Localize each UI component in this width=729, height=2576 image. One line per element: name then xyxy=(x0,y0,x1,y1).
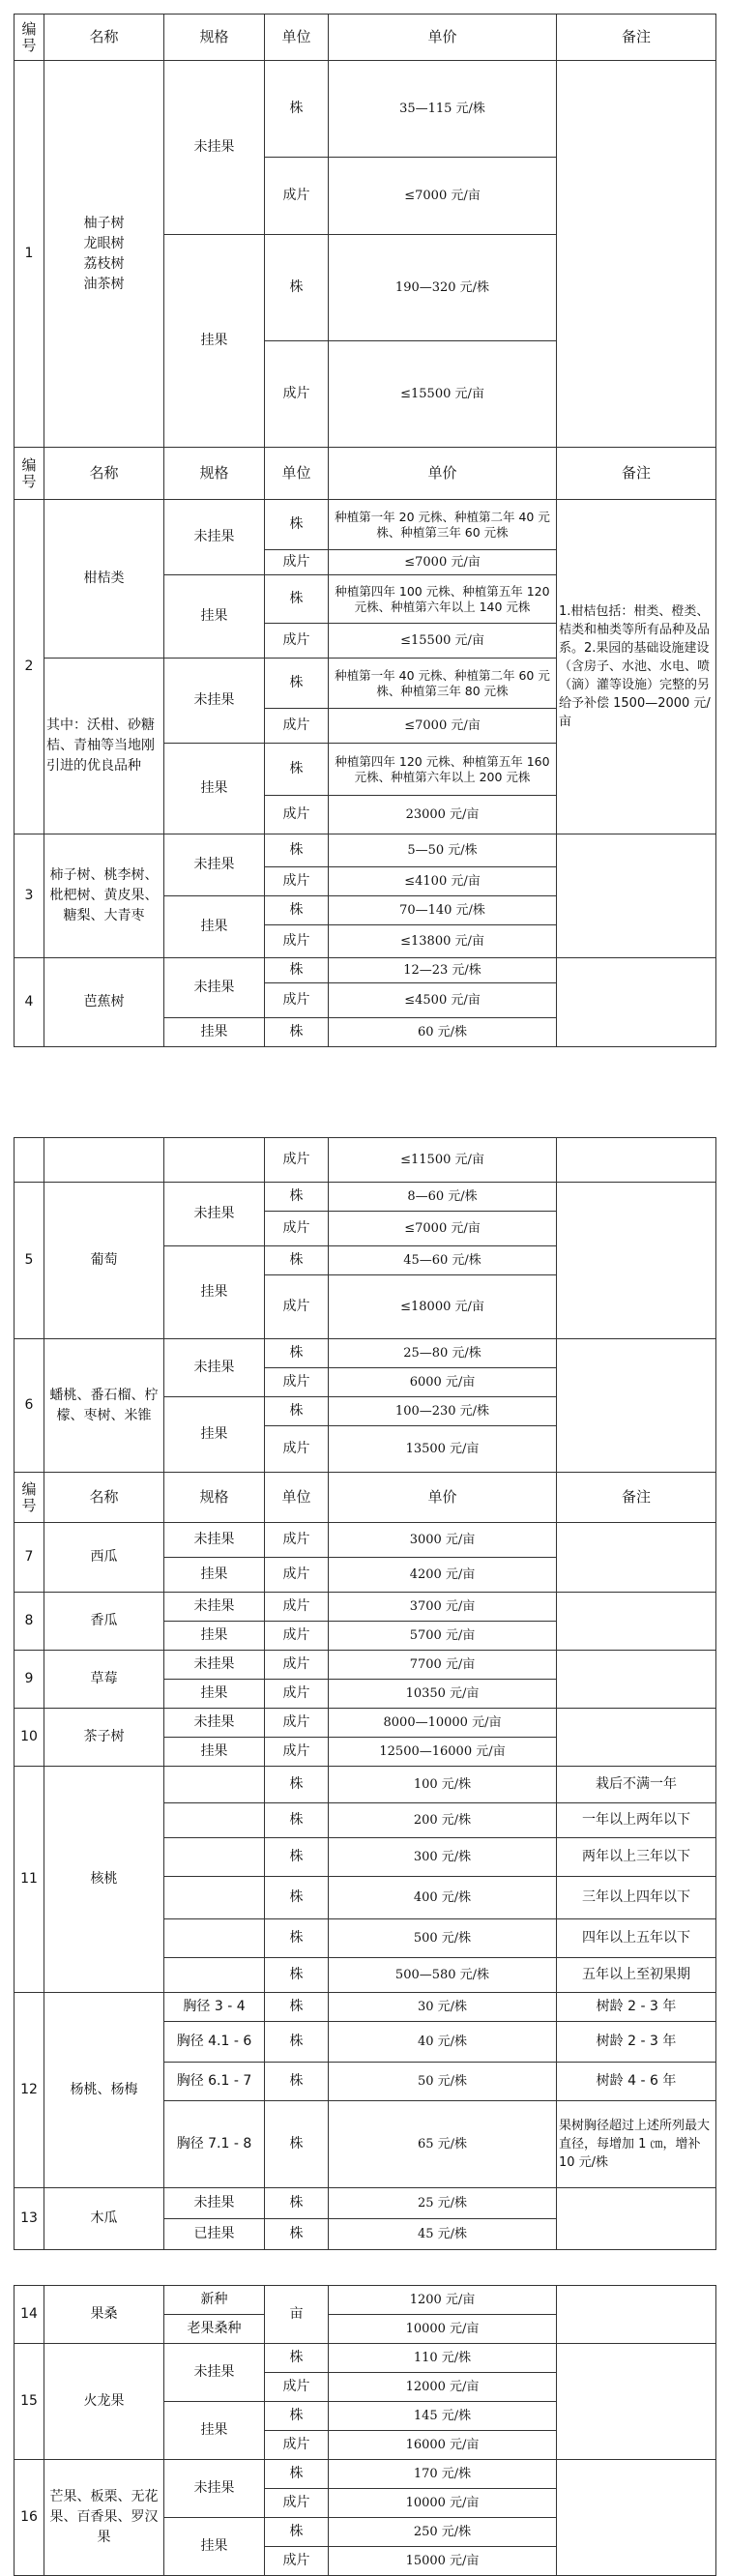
unit-cell: 成片 xyxy=(265,2431,329,2460)
spec-cell: 未挂果 xyxy=(164,1523,265,1558)
item-no: 15 xyxy=(15,2344,44,2460)
unit-cell: 株 xyxy=(265,744,329,796)
unit-cell: 株 xyxy=(265,1958,329,1993)
item-name: 芭蕉树 xyxy=(44,958,164,1047)
note-cell xyxy=(557,61,716,448)
item-name: 柿子树、桃李树、枇杷树、黄皮果、糖梨、大青枣 xyxy=(44,834,164,958)
item-name: 果桑 xyxy=(44,2286,164,2344)
price-cell: ≤7000 元/亩 xyxy=(329,709,557,744)
spec-cell: 未挂果 xyxy=(164,1183,265,1246)
unit-cell: 成片 xyxy=(265,796,329,834)
item-name: 杨桃、杨梅 xyxy=(44,1993,164,2188)
spec-cell xyxy=(164,1138,265,1183)
item-no: 7 xyxy=(15,1523,44,1593)
table-row xyxy=(15,2188,716,2219)
table-row xyxy=(15,958,716,983)
spec-cell: 未挂果 xyxy=(164,834,265,896)
unit-cell: 株 xyxy=(265,2063,329,2101)
unit-cell: 株 xyxy=(265,2402,329,2431)
unit-cell: 株 xyxy=(265,2101,329,2188)
note-cell: 树龄 2 - 3 年 xyxy=(557,1993,716,2022)
price-cell: ≤18000 元/亩 xyxy=(329,1275,557,1339)
price-cell: 65 元/株 xyxy=(329,2101,557,2188)
price-cell: 60 元/株 xyxy=(329,1018,557,1047)
table-row xyxy=(15,500,716,550)
unit-cell: 成片 xyxy=(265,1275,329,1339)
price-cell: 种植第四年 100 元株、种植第五年 120 元株、种植第六年以上 140 元株 xyxy=(329,575,557,624)
unit-cell: 株 xyxy=(265,1767,329,1803)
header-price: 单价 xyxy=(329,448,557,500)
table-row xyxy=(15,1767,716,1803)
table-row xyxy=(15,2460,716,2489)
unit-cell: 成片 xyxy=(265,1138,329,1183)
table-row xyxy=(15,2344,716,2373)
header-unit: 单位 xyxy=(265,15,329,61)
spec-cell: 胸径 3 - 4 xyxy=(164,1993,265,2022)
unit-cell: 成片 xyxy=(265,550,329,575)
item-name: 草莓 xyxy=(44,1651,164,1709)
price-cell: 500—580 元/株 xyxy=(329,1958,557,1993)
header-price: 单价 xyxy=(329,1473,557,1523)
table-row xyxy=(15,1138,716,1183)
spec-cell xyxy=(164,1919,265,1958)
unit-cell: 株 xyxy=(265,575,329,624)
price-cell: ≤4500 元/亩 xyxy=(329,983,557,1018)
header-note: 备注 xyxy=(557,15,716,61)
item-no: 9 xyxy=(15,1651,44,1709)
price-cell: ≤15500 元/亩 xyxy=(329,624,557,659)
price-cell: 400 元/株 xyxy=(329,1877,557,1919)
spec-cell: 未挂果 xyxy=(164,1593,265,1622)
note-cell: 树龄 4 - 6 年 xyxy=(557,2063,716,2101)
header-name: 名称 xyxy=(44,448,164,500)
item-name: 柑桔类 xyxy=(44,500,164,659)
unit-cell: 株 xyxy=(265,1183,329,1212)
spec-cell: 挂果 xyxy=(164,235,265,448)
header-name: 名称 xyxy=(44,1473,164,1523)
header-no: 编号 xyxy=(15,448,44,500)
price-cell: 3700 元/亩 xyxy=(329,1593,557,1622)
spec-cell: 挂果 xyxy=(164,1397,265,1473)
note-cell xyxy=(557,1339,716,1473)
spec-cell: 挂果 xyxy=(164,896,265,958)
price-cell: 12000 元/亩 xyxy=(329,2373,557,2402)
unit-cell: 成片 xyxy=(265,983,329,1018)
price-cell: ≤7000 元/亩 xyxy=(329,550,557,575)
note-cell: 四年以上五年以下 xyxy=(557,1919,716,1958)
spec-cell: 老果桑种 xyxy=(164,2315,265,2344)
unit-cell: 株 xyxy=(265,659,329,709)
price-cell: 7700 元/亩 xyxy=(329,1651,557,1680)
item-no: 13 xyxy=(15,2188,44,2250)
unit-cell: 株 xyxy=(265,2518,329,2547)
note-cell xyxy=(557,1183,716,1339)
price-cell: 30 元/株 xyxy=(329,1993,557,2022)
price-cell: 100—230 元/株 xyxy=(329,1397,557,1426)
note-cell xyxy=(557,1523,716,1593)
spec-cell: 胸径 7.1 - 8 xyxy=(164,2101,265,2188)
spec-cell: 新种 xyxy=(164,2286,265,2315)
header-row xyxy=(15,15,716,61)
unit-cell: 成片 xyxy=(265,341,329,448)
price-cell: 12—23 元/株 xyxy=(329,958,557,983)
price-cell: ≤7000 元/亩 xyxy=(329,1212,557,1246)
unit-cell: 成片 xyxy=(265,624,329,659)
spec-cell: 挂果 xyxy=(164,1680,265,1709)
spec-cell: 挂果 xyxy=(164,1246,265,1339)
note-cell xyxy=(557,1709,716,1767)
price-cell: 70—140 元/株 xyxy=(329,896,557,925)
unit-cell: 株 xyxy=(265,1397,329,1426)
header-unit: 单位 xyxy=(265,448,329,500)
price-cell: 25—80 元/株 xyxy=(329,1339,557,1368)
unit-cell: 成片 xyxy=(265,1709,329,1738)
item-no: 11 xyxy=(15,1767,44,1993)
note-cell xyxy=(557,2460,716,2576)
price-cell: 110 元/株 xyxy=(329,2344,557,2373)
price-cell: 10000 元/亩 xyxy=(329,2315,557,2344)
unit-cell: 成片 xyxy=(265,1558,329,1593)
table-row xyxy=(15,1709,716,1738)
spec-cell: 挂果 xyxy=(164,1018,265,1047)
item-name: 核桃 xyxy=(44,1767,164,1993)
item-no: 12 xyxy=(15,1993,44,2188)
price-cell: 100 元/株 xyxy=(329,1767,557,1803)
unit-cell: 株 xyxy=(265,2188,329,2219)
unit-cell: 成片 xyxy=(265,1651,329,1680)
unit-cell: 株 xyxy=(265,834,329,867)
spec-cell: 挂果 xyxy=(164,1622,265,1651)
price-cell: 25 元/株 xyxy=(329,2188,557,2219)
price-cell: 15000 元/亩 xyxy=(329,2547,557,2576)
table-row xyxy=(15,1339,716,1368)
note-cell xyxy=(557,958,716,1047)
price-cell: 种植第一年 20 元株、种植第二年 40 元株、种植第三年 60 元株 xyxy=(329,500,557,550)
price-cell: 8000—10000 元/亩 xyxy=(329,1709,557,1738)
price-cell: 1200 元/亩 xyxy=(329,2286,557,2315)
unit-cell: 成片 xyxy=(265,1426,329,1473)
note-cell: 两年以上三年以下 xyxy=(557,1838,716,1877)
price-cell: 16000 元/亩 xyxy=(329,2431,557,2460)
unit-cell: 株 xyxy=(265,61,329,158)
note-cell: 五年以上至初果期 xyxy=(557,1958,716,1993)
item-name: 西瓜 xyxy=(44,1523,164,1593)
spec-cell: 未挂果 xyxy=(164,2460,265,2518)
note-cell: 三年以上四年以下 xyxy=(557,1877,716,1919)
item-no: 10 xyxy=(15,1709,44,1767)
header-price: 单价 xyxy=(329,15,557,61)
price-cell: ≤4100 元/亩 xyxy=(329,867,557,896)
spec-cell xyxy=(164,1877,265,1919)
unit-cell: 成片 xyxy=(265,2489,329,2518)
note-cell xyxy=(557,1593,716,1651)
header-unit: 单位 xyxy=(265,1473,329,1523)
spec-cell: 胸径 4.1 - 6 xyxy=(164,2022,265,2063)
spec-cell: 挂果 xyxy=(164,744,265,834)
spec-cell: 挂果 xyxy=(164,575,265,659)
spec-cell: 挂果 xyxy=(164,2402,265,2460)
item-no xyxy=(15,1138,44,1183)
unit-cell: 成片 xyxy=(265,2547,329,2576)
unit-cell: 成片 xyxy=(265,1212,329,1246)
unit-cell: 株 xyxy=(265,958,329,983)
unit-cell: 株 xyxy=(265,1838,329,1877)
note-cell xyxy=(557,1138,716,1183)
unit-cell: 成片 xyxy=(265,925,329,958)
spec-cell: 挂果 xyxy=(164,1558,265,1593)
table-row xyxy=(15,834,716,867)
price-cell: 45—60 元/株 xyxy=(329,1246,557,1275)
table-block-4 xyxy=(14,2285,715,2576)
price-cell: 种植第四年 120 元株、种植第五年 160 元株、种植第六年以上 200 元株 xyxy=(329,744,557,796)
unit-cell: 株 xyxy=(265,1803,329,1838)
unit-cell: 亩 xyxy=(265,2286,329,2344)
price-cell: 12500—16000 元/亩 xyxy=(329,1738,557,1767)
price-cell: 200 元/株 xyxy=(329,1803,557,1838)
header-note: 备注 xyxy=(557,448,716,500)
price-cell: 10000 元/亩 xyxy=(329,2489,557,2518)
price-cell: 500 元/株 xyxy=(329,1919,557,1958)
note-cell: 一年以上两年以下 xyxy=(557,1803,716,1838)
header-row xyxy=(15,1473,716,1523)
table-row xyxy=(15,1523,716,1558)
price-cell: 5700 元/亩 xyxy=(329,1622,557,1651)
item-name: 香瓜 xyxy=(44,1593,164,1651)
table-row xyxy=(15,2286,716,2315)
price-cell: ≤11500 元/亩 xyxy=(329,1138,557,1183)
header-name: 名称 xyxy=(44,15,164,61)
item-name: 芒果、板栗、无花果、百香果、罗汉果 xyxy=(44,2460,164,2576)
price-cell: 45 元/株 xyxy=(329,2219,557,2250)
note-cell xyxy=(557,2188,716,2250)
note-cell xyxy=(557,1651,716,1709)
price-cell: ≤7000 元/亩 xyxy=(329,158,557,235)
unit-cell: 株 xyxy=(265,1246,329,1275)
unit-cell: 成片 xyxy=(265,1523,329,1558)
unit-cell: 株 xyxy=(265,235,329,341)
table-block-1 xyxy=(14,14,715,448)
spec-cell: 未挂果 xyxy=(164,2344,265,2402)
spec-cell: 未挂果 xyxy=(164,1339,265,1397)
item-name: 茶子树 xyxy=(44,1709,164,1767)
spec-cell xyxy=(164,1838,265,1877)
table-row xyxy=(15,1651,716,1680)
table-row xyxy=(15,1593,716,1622)
price-cell: 40 元/株 xyxy=(329,2022,557,2063)
unit-cell: 成片 xyxy=(265,1368,329,1397)
header-spec: 规格 xyxy=(164,15,265,61)
unit-cell: 株 xyxy=(265,896,329,925)
unit-cell: 成片 xyxy=(265,1593,329,1622)
item-no: 8 xyxy=(15,1593,44,1651)
spec-cell xyxy=(164,1803,265,1838)
price-cell: 35—115 元/株 xyxy=(329,61,557,158)
spec-cell: 未挂果 xyxy=(164,659,265,744)
item-name: 木瓜 xyxy=(44,2188,164,2250)
price-cell: 10350 元/亩 xyxy=(329,1680,557,1709)
item-no: 4 xyxy=(15,958,44,1047)
table-row xyxy=(15,1183,716,1212)
unit-cell: 株 xyxy=(265,500,329,550)
note-cell xyxy=(557,2344,716,2460)
price-cell: 种植第一年 40 元株、种植第二年 60 元株、种植第三年 80 元株 xyxy=(329,659,557,709)
note-cell: 栽后不满一年 xyxy=(557,1767,716,1803)
unit-cell: 成片 xyxy=(265,1680,329,1709)
price-cell: 3000 元/亩 xyxy=(329,1523,557,1558)
table-block-2 xyxy=(14,447,715,1047)
unit-cell: 株 xyxy=(265,1919,329,1958)
item-no: 1 xyxy=(15,61,44,448)
spec-cell: 未挂果 xyxy=(164,500,265,575)
item-no: 3 xyxy=(15,834,44,958)
unit-cell: 株 xyxy=(265,1877,329,1919)
price-cell: 8—60 元/株 xyxy=(329,1183,557,1212)
price-cell: 170 元/株 xyxy=(329,2460,557,2489)
header-no: 编号 xyxy=(15,15,44,61)
unit-cell: 成片 xyxy=(265,709,329,744)
price-cell: 250 元/株 xyxy=(329,2518,557,2547)
note-cell: 果树胸径超过上述所列最大直径，每增加 1 ㎝，增补 10 元/株 xyxy=(557,2101,716,2188)
header-row xyxy=(15,448,716,500)
header-no: 编号 xyxy=(15,1473,44,1523)
price-cell: ≤13800 元/亩 xyxy=(329,925,557,958)
spec-cell: 未挂果 xyxy=(164,61,265,235)
price-cell: 190—320 元/株 xyxy=(329,235,557,341)
spec-cell: 未挂果 xyxy=(164,1651,265,1680)
spec-cell: 未挂果 xyxy=(164,2188,265,2219)
item-name: 蟠桃、番石榴、柠檬、枣树、米锥 xyxy=(44,1339,164,1473)
unit-cell: 株 xyxy=(265,1339,329,1368)
unit-cell: 成片 xyxy=(265,158,329,235)
price-cell: 5—50 元/株 xyxy=(329,834,557,867)
item-name: 其中：沃柑、砂糖桔、青柚等当地刚引进的优良品种 xyxy=(44,659,164,834)
price-cell: 300 元/株 xyxy=(329,1838,557,1877)
note-cell: 树龄 2 - 3 年 xyxy=(557,2022,716,2063)
price-cell: 50 元/株 xyxy=(329,2063,557,2101)
unit-cell: 株 xyxy=(265,2022,329,2063)
item-no: 16 xyxy=(15,2460,44,2576)
unit-cell: 成片 xyxy=(265,1622,329,1651)
item-name: 柚子树 龙眼树 荔枝树 油茶树 xyxy=(44,61,164,448)
spec-cell: 未挂果 xyxy=(164,1709,265,1738)
price-cell: 6000 元/亩 xyxy=(329,1368,557,1397)
price-cell: 145 元/株 xyxy=(329,2402,557,2431)
note-cell xyxy=(557,2286,716,2344)
header-note: 备注 xyxy=(557,1473,716,1523)
note-cell: 1.柑桔包括：柑类、橙类、桔类和柚类等所有品种及品系。2.果园的基础设施建设（含房子、水池、水电、喷（滴）灌等设施）完整的另给予补偿 1500—2000 元/亩 xyxy=(557,500,716,834)
unit-cell: 株 xyxy=(265,1018,329,1047)
unit-cell: 株 xyxy=(265,2219,329,2250)
spec-cell xyxy=(164,1767,265,1803)
unit-cell: 株 xyxy=(265,1993,329,2022)
item-no: 6 xyxy=(15,1339,44,1473)
price-cell: 13500 元/亩 xyxy=(329,1426,557,1473)
header-spec: 规格 xyxy=(164,448,265,500)
spec-cell: 挂果 xyxy=(164,1738,265,1767)
unit-cell: 成片 xyxy=(265,1738,329,1767)
price-cell: 4200 元/亩 xyxy=(329,1558,557,1593)
item-name xyxy=(44,1138,164,1183)
table-row xyxy=(15,1993,716,2022)
unit-cell: 株 xyxy=(265,2344,329,2373)
unit-cell: 株 xyxy=(265,2460,329,2489)
table-row xyxy=(15,61,716,158)
unit-cell: 成片 xyxy=(265,867,329,896)
price-cell: 23000 元/亩 xyxy=(329,796,557,834)
spec-cell: 未挂果 xyxy=(164,958,265,1018)
item-name: 葡萄 xyxy=(44,1183,164,1339)
spec-cell: 已挂果 xyxy=(164,2219,265,2250)
price-cell: ≤15500 元/亩 xyxy=(329,341,557,448)
unit-cell: 成片 xyxy=(265,2373,329,2402)
item-no: 5 xyxy=(15,1183,44,1339)
table-block-3 xyxy=(14,1137,715,2250)
header-spec: 规格 xyxy=(164,1473,265,1523)
item-no: 14 xyxy=(15,2286,44,2344)
item-name: 火龙果 xyxy=(44,2344,164,2460)
spec-cell: 胸径 6.1 - 7 xyxy=(164,2063,265,2101)
note-cell xyxy=(557,834,716,958)
spec-cell: 挂果 xyxy=(164,2518,265,2576)
item-no: 2 xyxy=(15,500,44,834)
spec-cell xyxy=(164,1958,265,1993)
